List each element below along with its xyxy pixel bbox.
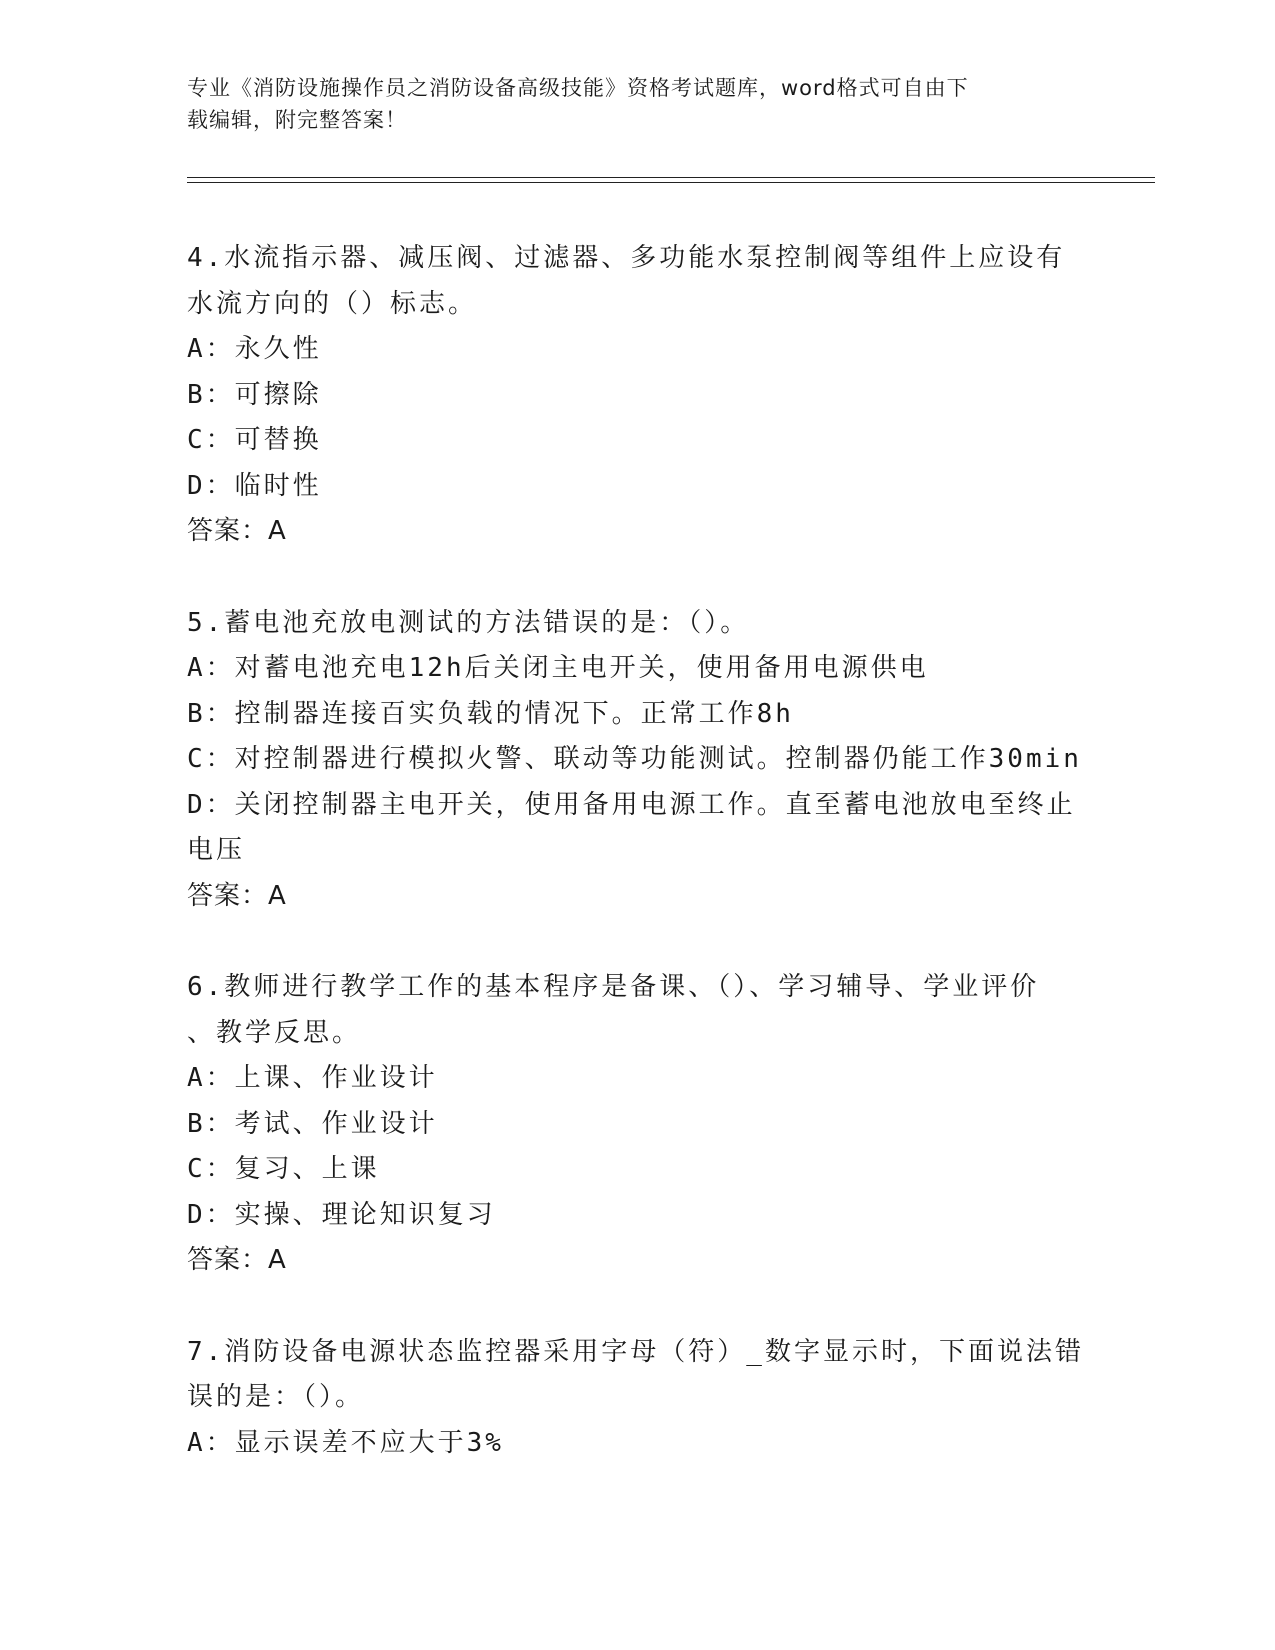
question-4	[187, 236, 1087, 555]
question-stem-line: 6.教师进行教学工作的基本程序是备课、（）、学习辅导、学业评价	[187, 972, 1040, 1002]
question-stem	[187, 601, 1087, 647]
option-c: C：可替换	[187, 425, 322, 455]
question-5	[187, 601, 1087, 920]
question-stem-line: 、教学反思。	[187, 1017, 362, 1048]
option-d-continuation: 电压	[187, 835, 246, 865]
option-c: C：复习、上课	[187, 1154, 380, 1184]
option-c: C：对控制器进行模拟火警、联动等功能测试。控制器仍能工作30min	[187, 744, 1082, 774]
header-divider-bottom	[187, 182, 1155, 183]
question-stem-line: 误的是：（）。	[187, 1382, 365, 1412]
answer-line: 答案：A	[187, 880, 287, 911]
option-b: B：可擦除	[187, 379, 322, 410]
option-d: D：实操、理论知识复习	[187, 1199, 496, 1230]
question-stem	[187, 965, 1087, 1056]
option-b: B：考试、作业设计	[187, 1108, 438, 1139]
option-b: B：控制器连接百实负载的情况下。正常工作8h	[187, 698, 794, 729]
answer-line: 答案：A	[187, 1245, 287, 1275]
question-7	[187, 1330, 1087, 1467]
header-divider-top	[187, 177, 1155, 178]
option-a: A：永久性	[187, 334, 322, 364]
question-stem-line: 水流方向的（）标志。	[187, 288, 478, 319]
answer-line: 答案：A	[187, 516, 287, 546]
header-intro-line-1: 专业《消防设施操作员之消防设备高级技能》资格考试题库，word格式可自由下	[187, 76, 969, 100]
option-a: A：上课、作业设计	[187, 1063, 438, 1093]
option-a: A：显示误差不应大于3%	[187, 1427, 504, 1458]
header-intro-line-2: 载编辑，附完整答案！	[187, 108, 407, 132]
question-stem-line: 4.水流指示器、减压阀、过滤器、多功能水泵控制阀等组件上应设有	[187, 243, 1066, 273]
option-a: A：对蓄电池充电12h后关闭主电开关，使用备用电源供电	[187, 653, 929, 683]
document-header	[187, 72, 1067, 136]
option-d: D：临时性	[187, 470, 322, 501]
question-stem	[187, 1330, 1087, 1421]
option-d: D：关闭控制器主电开关，使用备用电源工作。直至蓄电池放电至终止	[187, 789, 1076, 820]
question-6	[187, 965, 1087, 1284]
question-stem-line: 5.蓄电池充放电测试的方法错误的是：（）。	[187, 607, 750, 638]
question-stem	[187, 236, 1087, 327]
question-list	[187, 236, 1087, 1512]
question-stem-line: 7.消防设备电源状态监控器采用字母（符）_数字显示时，下面说法错	[187, 1336, 1084, 1367]
